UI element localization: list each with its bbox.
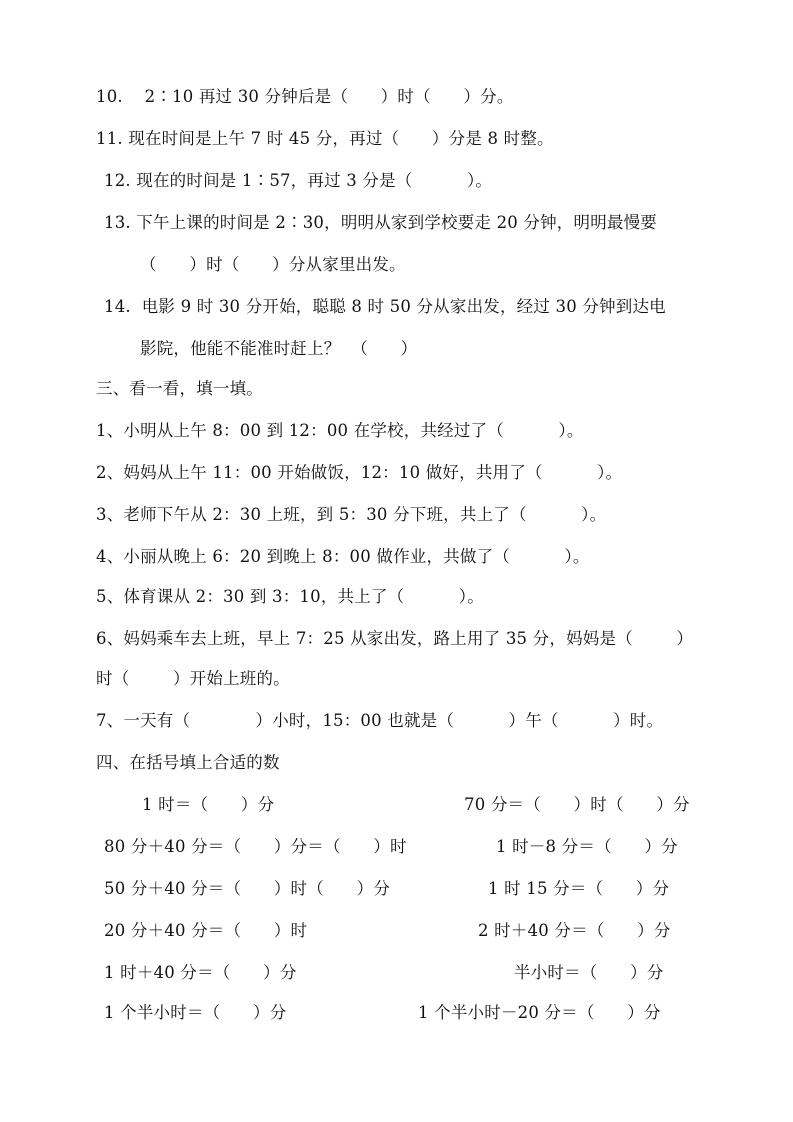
fill-left-4: 20 分＋40 分＝（ ）时 (104, 921, 308, 940)
fill-left-3: 50 分＋40 分＝（ ）时（ ）分 (104, 879, 391, 898)
section-3-heading: 三、看一看，填一填。 (96, 379, 263, 398)
fill-left-6: 1 个半小时＝（ ）分 (104, 1003, 287, 1022)
question-11: 11. 现在时间是上午 7 时 45 分，再过（ ）分是 8 时整。 (96, 129, 554, 148)
question-13-line-2: （ ）时（ ）分从家里出发。 (140, 255, 406, 274)
fill-left-1: 1 时＝（ ）分 (142, 795, 275, 814)
section-3-item-2: 2、妈妈从上午 11：00 开始做饭，12：10 做好，共用了（ ）。 (96, 463, 623, 482)
question-14-line-1: 14. 电影 9 时 30 分开始，聪聪 8 时 50 分从家出发，经过 30 分钟到达电 (104, 297, 666, 316)
fill-left-5: 1 时＋40 分＝（ ）分 (104, 963, 297, 982)
fill-right-6: 1 个半小时－20 分＝（ ）分 (418, 1003, 661, 1022)
section-4-heading: 四、在括号填上合适的数 (96, 753, 280, 772)
fill-left-2: 80 分＋40 分＝（ ）分＝（ ）时 (104, 837, 407, 856)
section-3-item-3: 3、老师下午从 2：30 上班，到 5：30 分下班，共上了（ ）。 (96, 505, 607, 524)
question-13-line-1: 13. 下午上课的时间是 2∶30，明明从家到学校要走 20 分钟，明明最慢要 (104, 213, 658, 232)
fill-right-4: 2 时＋40 分＝（ ）分 (478, 921, 671, 940)
section-3-item-5: 5、体育课从 2：30 到 3：10，共上了（ ）。 (96, 587, 484, 606)
question-14-line-2: 影院，他能不能准时赶上？ （ ） (140, 339, 418, 358)
fill-right-5: 半小时＝（ ）分 (514, 963, 664, 982)
section-3-item-7: 7、一天有（ ）小时，15：00 也就是（ ）午（ ）时。 (96, 711, 664, 730)
question-12: 12. 现在的时间是 1∶57，再过 3 分是（ ）。 (104, 171, 493, 190)
fill-right-1: 70 分＝（ ）时（ ）分 (464, 795, 690, 814)
section-3-item-1: 1、小明从上午 8：00 到 12：00 在学校，共经过了（ ）。 (96, 421, 584, 440)
section-3-item-6-line-2: 时（ ）开始上班的。 (96, 669, 290, 688)
fill-right-2: 1 时－8 分＝（ ）分 (496, 837, 678, 856)
question-10: 10. 2∶10 再过 30 分钟后是（ ）时（ ）分。 (96, 87, 514, 106)
fill-right-3: 1 时 15 分＝（ ）分 (488, 879, 670, 898)
section-3-item-4: 4、小丽从晚上 6：20 到晚上 8：00 做作业，共做了（ ）。 (96, 547, 590, 566)
section-3-item-6-line-1: 6、妈妈乘车去上班，早上 7：25 从家出发，路上用了 35 分，妈妈是（ ） (96, 629, 694, 648)
